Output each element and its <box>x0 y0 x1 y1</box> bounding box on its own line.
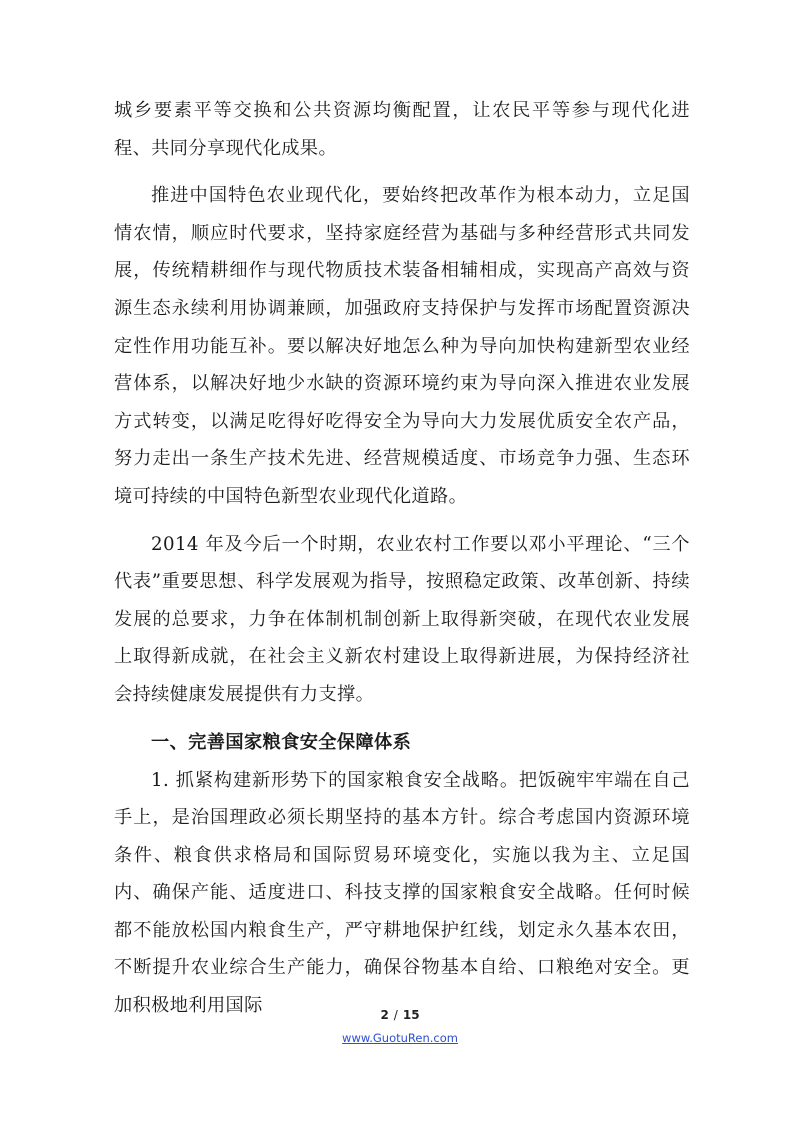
paragraph-continuation: 城乡要素平等交换和公共资源均衡配置，让农民平等参与现代化进程、共同分享现代化成果。 <box>114 100 690 159</box>
page-current: 2 <box>380 1008 389 1022</box>
paragraph-modernization: 推进中国特色农业现代化，要始终把改革作为根本动力，立足国情农情，顺应时代要求，坚持家庭经营为基础与多种经营形式共同发展，传统精耕细作与现代物质技术装备相辅相成，实现高产高效与资源生态永续利用协调兼顾，加强政府支持保护与发挥市场配置资源决定性作用功能互补。要以解决好地怎么种为导向加快构建新型农业经营体系，以解决好地少水缺的资源环境约束为导向深入推进农业发展方式转变，以满足吃得好吃得安全为导向大力发展优质安全农产品，努力走出一条生产技术先进、经营规模适度、市场竞争力强、生态环境可持续的中国特色新型农业现代化道路。 <box>114 185 690 507</box>
page-body <box>114 92 690 1025</box>
page-total: 15 <box>402 1008 420 1022</box>
paragraph-food-security-strategy: 1. 抓紧构建新形势下的国家粮食安全战略。把饭碗牢牢端在自己手上，是治国理政必须长期坚持的基本方针。综合考虑国内资源环境条件、粮食供求格局和国际贸易环境变化，实施以我为主、立足国内、确保产能、适度进口、科技支撑的国家粮食安全战略。任何时候都不能放松国内粮食生产，严守耕地保护红线，划定永久基本农田，不断提升农业综合生产能力，确保谷物基本自给、口粮绝对安全。更加积极地利用国际 <box>114 769 690 1017</box>
paragraph-2014-guidance: 2014 年及今后一个时期，农业农村工作要以邓小平理论、“三个代表”重要思想、科学发展观为指导，按照稳定政策、改革创新、持续发展的总要求，力争在体制机制创新上取得新突破，在现代农业发展上取得新成就，在社会主义新农村建设上取得新进展，为保持经济社会持续健康发展提供有力支撑。 <box>114 533 690 705</box>
site-link[interactable]: www.GuotuRen.com <box>342 1031 458 1045</box>
section-heading: 一、完善国家粮食安全保障体系 <box>151 731 412 753</box>
page-number <box>0 1008 800 1022</box>
page-separator: / <box>393 1008 398 1022</box>
